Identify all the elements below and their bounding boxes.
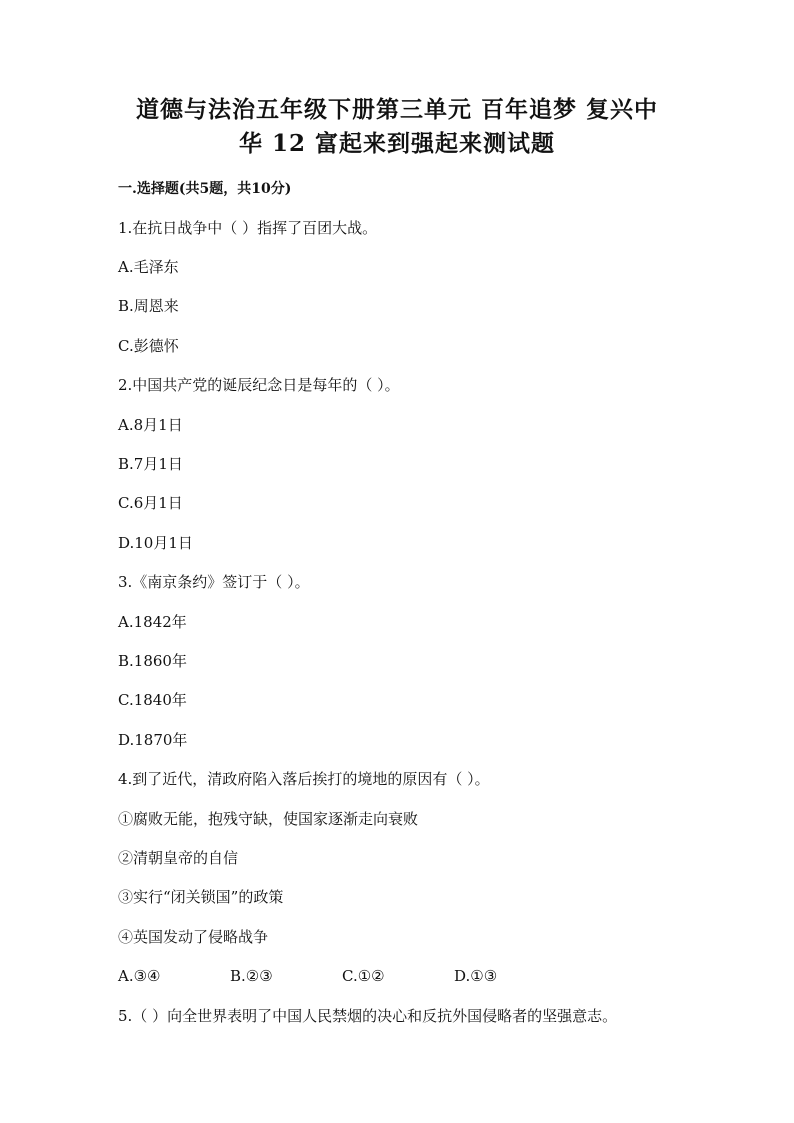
question-3-option-b: B.1860年 <box>118 652 187 670</box>
question-4-stem: 4.到了近代，清政府陷入落后挨打的境地的原因有（ ）。 <box>118 770 490 788</box>
question-3-option-c: C.1840年 <box>118 691 187 709</box>
question-2-stem: 2.中国共产党的诞辰纪念日是每年的（ ）。 <box>118 376 400 394</box>
question-4-statement-3: ③实行“闭关锁国”的政策 <box>118 888 284 906</box>
question-3-option-a: A.1842年 <box>118 613 187 631</box>
question-2-option-c: C.6月1日 <box>118 494 183 512</box>
question-2-option-b: B.7月1日 <box>118 455 183 473</box>
question-4-option-d: D.①③ <box>454 967 498 985</box>
question-1-option-c: C.彭德怀 <box>118 337 179 355</box>
question-1-option-a: A.毛泽东 <box>118 258 179 276</box>
question-4-statement-2: ②清朝皇帝的自信 <box>118 849 239 867</box>
title-line-1: 道德与法治五年级下册第三单元 百年追梦 复兴中 <box>135 96 658 123</box>
document-title <box>60 93 734 161</box>
question-2-option-d: D.10月1日 <box>118 534 193 552</box>
section-header: 一.选择题(共5题，共10分) <box>118 181 292 197</box>
question-3-stem: 3.《南京条约》签订于（ ）。 <box>118 573 310 591</box>
question-2-option-a: A.8月1日 <box>118 416 183 434</box>
question-1-option-b: B.周恩来 <box>118 297 179 315</box>
question-3-option-d: D.1870年 <box>118 731 188 749</box>
title-line-2: 华 12 富起来到强起来测试题 <box>238 130 556 157</box>
question-1-stem: 1.在抗日战争中（ ）指挥了百团大战。 <box>118 219 378 237</box>
question-4-statement-4: ④英国发动了侵略战争 <box>118 928 269 946</box>
question-4-statement-1: ①腐败无能，抱残守缺，使国家逐渐走向衰败 <box>118 810 419 828</box>
question-4-option-c: C.①② <box>342 967 385 985</box>
question-4-option-b: B.②③ <box>230 967 273 985</box>
question-4-option-a: A.③④ <box>118 967 161 985</box>
question-5-stem: 5.（ ）向全世界表明了中国人民禁烟的决心和反抗外国侵略者的坚强意志。 <box>118 1007 618 1025</box>
